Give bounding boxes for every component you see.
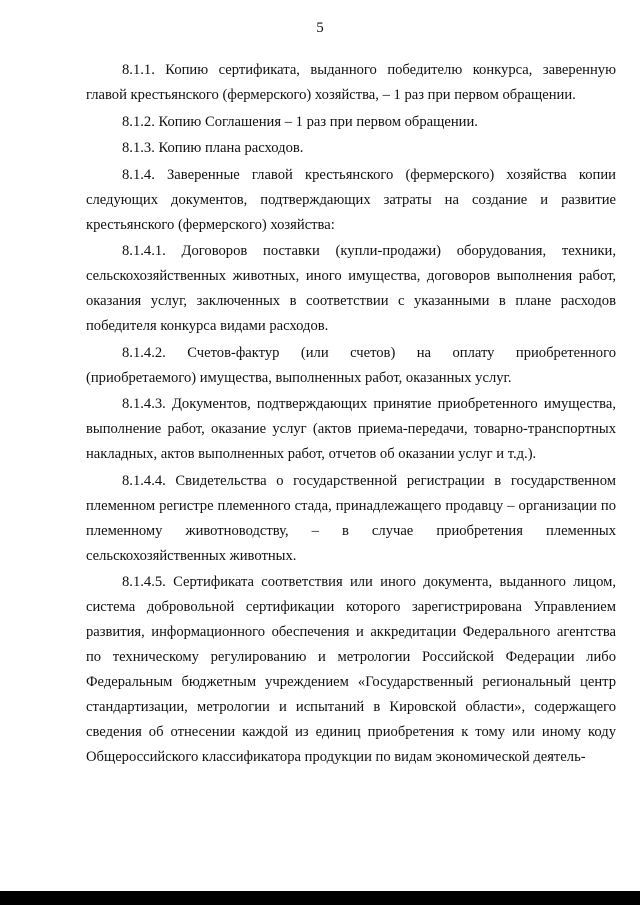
paragraph-8-1-4: 8.1.4. Заверенные главой крестьянского (фермерского) хозяйства копии следующих документов, подтверждающих затраты на создание и развитие крестьянского (фермерского) хозяйства: (86, 166, 616, 233)
paragraph-8-1-4-4: 8.1.4.4. Свидетельства о государственной регистрации в государственном племенном регистре племенного стада, принадлежащего продавцу – организации по племенному животноводству, – в случае приобретения племенных сельскохозяйственных животных. (86, 472, 616, 564)
scan-bottom-edge (0, 891, 640, 905)
paragraph-8-1-4-5: 8.1.4.5. Сертификата соответствия или иного документа, выданного лицом, система добровольной сертификации которого зарегистрирована Управлением развития, информационного обеспечения и аккредитации Федерального агентства по техническому регулированию и метрологии Российской Федерации либо Федеральным бюджетным учреждением «Государственный региональный центр стандартизации, метрологии и испытаний в Кировской области», содержащего сведения об отнесении каждой из единиц приобретения к тому или иному коду Общероссийского классификатора продукции по видам экономической деятель- (86, 574, 616, 765)
paragraph-8-1-2: 8.1.2. Копию Соглашения – 1 раз при первом обращении. (122, 113, 478, 130)
paragraph-8-1-4-1: 8.1.4.1. Договоров поставки (купли-продажи) оборудования, техники, сельскохозяйственных животных, иного имущества, договоров выполнения работ, оказания услуг, заключенных в соответствии с указанными в плане расходов победителя конкурса видами расходов. (86, 243, 616, 334)
paragraph-8-1-4-2: 8.1.4.2. Счетов-фактур (или счетов) на оплату приобретенного (приобретаемого) имущества, выполненных работ, оказанных услуг. (86, 344, 616, 386)
paragraph-8-1-4-3: 8.1.4.3. Документов, подтверждающих принятие приобретенного имущества, выполнение работ, оказание услуг (актов приема-передачи, товарно-транспортных накладных, актов выполненных работ, отчетов об оказании услуг и т.д.). (86, 396, 616, 462)
paragraph-8-1-3: 8.1.3. Копию плана расходов. (122, 140, 304, 156)
paragraph-8-1-1: 8.1.1. Копию сертификата, выданного победителю конкурса, заверенную главой крестьянского (фермерского) хозяйства, – 1 раз при первом обращении. (86, 62, 616, 103)
page-number: 5 (316, 20, 324, 36)
document-body (86, 58, 616, 772)
